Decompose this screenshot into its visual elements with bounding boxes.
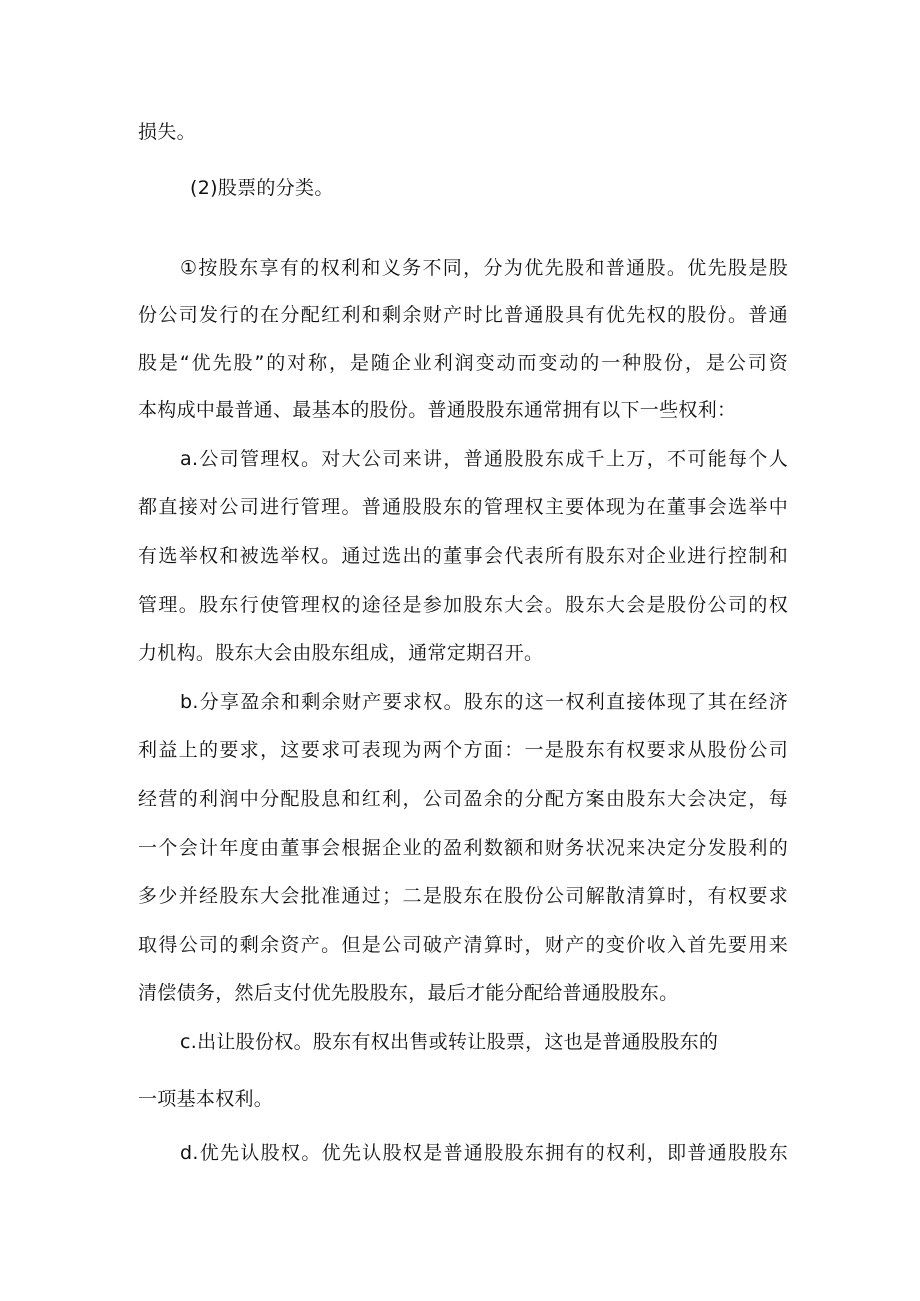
paragraph-1-line-1: ①按股东享有的权利和义务不同，分为优先股和普通股。优先股是股 <box>180 257 788 279</box>
paragraph-1-line-4: 本构成中最普通、最基本的股份。普通股股东通常拥有以下一些权利： <box>138 399 737 421</box>
paragraph-c-line-2: 一项基本权利。 <box>138 1088 274 1110</box>
paragraph-b-line-1: b.分享盈余和剩余财产要求权。股东的这一权利直接体现了其在经济 <box>180 691 788 713</box>
paragraph-a-line-3: 有选举权和被选举权。通过选出的董事会代表所有股东对企业进行控制和 <box>138 545 788 567</box>
paragraph-1-line-2: 份公司发行的在分配红利和剩余财产时比普通股具有优先权的股份。普通 <box>138 304 788 326</box>
paragraph-b-line-7: 清偿债务，然后支付优先股股东，最后才能分配给普通股股东。 <box>138 982 679 1004</box>
paragraph-c-line-1: c.出让股份权。股东有权出售或转让股票，这也是普通股股东的 <box>180 1031 719 1053</box>
paragraph-b-line-6: 取得公司的剩余资产。但是公司破产清算时，财产的变价收入首先要用来 <box>138 934 788 956</box>
paragraph-a-line-2: 都直接对公司进行管理。普通股股东的管理权主要体现为在董事会选举中 <box>138 496 788 518</box>
text-line-continuation: 损失。 <box>138 121 196 143</box>
section-heading: (2)股票的分类。 <box>190 177 334 199</box>
paragraph-b-line-5: 多少并经股东大会批准通过；二是股东在股份公司解散清算时，有权要求 <box>138 885 788 907</box>
paragraph-b-line-2: 利益上的要求，这要求可表现为两个方面：一是股东有权要求从股份公司 <box>138 739 788 761</box>
paragraph-1-line-3: 股是“优先股”的对称，是随企业利润变动而变动的一种股份，是公司资 <box>138 352 788 374</box>
paragraph-a-line-1: a.公司管理权。对大公司来讲，普通股股东成千上万，不可能每个人 <box>180 448 788 470</box>
paragraph-a-line-4: 管理。股东行使管理权的途径是参加股东大会。股东大会是股份公司的权 <box>138 594 788 616</box>
paragraph-d-line-1: d.优先认股权。优先认股权是普通股股东拥有的权利，即普通股股东 <box>180 1142 788 1164</box>
paragraph-a-line-5: 力机构。股东大会由股东组成，通常定期召开。 <box>138 642 544 664</box>
paragraph-b-line-4: 一个会计年度由董事会根据企业的盈利数额和财务状况来决定分发股利的 <box>138 837 788 859</box>
paragraph-b-line-3: 经营的利润中分配股息和红利，公司盈余的分配方案由股东大会决定，每 <box>138 788 788 810</box>
